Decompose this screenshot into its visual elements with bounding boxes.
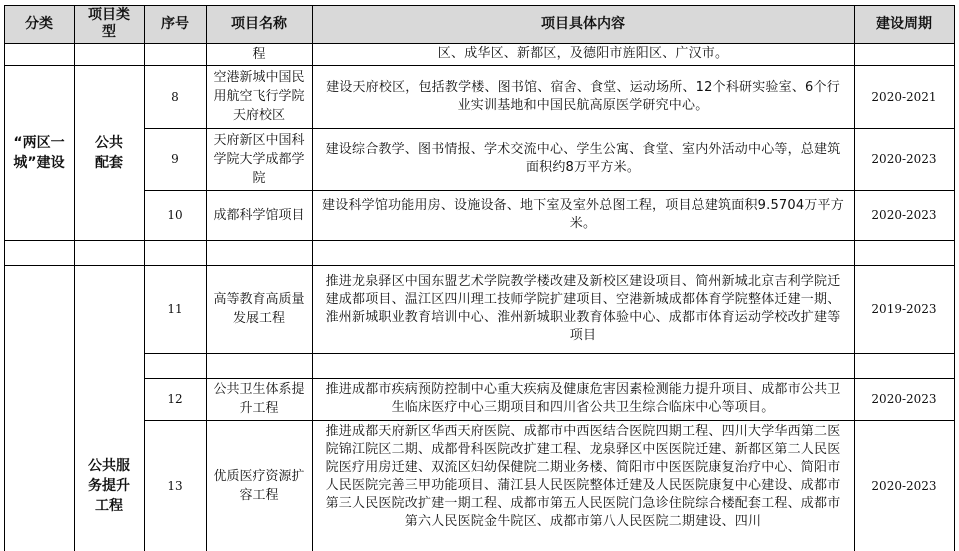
grid-line	[312, 5, 313, 551]
row-period: 2020-2023	[871, 152, 937, 166]
row-project-content: 推进龙泉驿区中国东盟艺术学院教学楼改建及新校区建设项目、简州新城北京吉利学院迁建成都项目、温江区四川理工技师学院扩建项目、空港新城成都体育学院整体迁建一期、淮州新城职业教育培训中心、淮州新城职业教育体验中心、成都市体育运动学校改扩建等项目	[325, 274, 841, 343]
row-seq: 13	[167, 478, 183, 493]
header-project-content: 项目具体内容	[312, 5, 854, 43]
grid-line	[144, 353, 955, 354]
grid-line	[4, 65, 955, 66]
category-two-districts: “两区一城”建设	[13, 134, 65, 171]
grid-line	[144, 378, 955, 379]
row-seq: 11	[167, 302, 183, 316]
row-project-content: 推进成都市疾病预防控制中心重大疾病及健康危害因素检测能力提升项目、成都市公共卫生临床医疗中心三期项目和四川省公共卫生综合临床中心等项目。	[325, 382, 841, 415]
type-public-facilities: 公共配套	[95, 134, 123, 171]
grid-line	[4, 240, 955, 241]
grid-line	[144, 420, 955, 421]
row-period: 2020-2021	[871, 89, 937, 104]
header-project-name: 项目名称	[206, 5, 312, 43]
row-period: 2019-2023	[871, 302, 937, 316]
grid-line	[954, 5, 955, 551]
grid-line	[4, 5, 955, 6]
continuation-content: 区、成华区、新都区，及德阳市旌阳区、广汉市。	[437, 46, 729, 61]
row-project-name: 成都科学馆项目	[213, 207, 305, 223]
grid-line	[4, 5, 5, 551]
grid-line	[144, 128, 955, 129]
row-project-content: 推进成都天府新区华西天府医院、成都市中西医结合医院四期工程、四川大学华西第二医院锦江院区二期、成都骨科医院改扩建工程、龙泉驿区中医医院迁建、新都区第二人民医院医疗用房迁建、双流区妇幼保健院二期业务楼、简阳市中医医院康复治疗中心、简阳市人民医院完善三甲功能项目、蒲江县人民医院整体迁建及人民医院康复中心建设、成都市第三人民医院改扩建一期工程、成都市第五人民医院门急诊住院综合楼配套工程、成都市第六人民医院金牛院区、成都市第八人民医院二期建设、四川	[325, 424, 841, 529]
grid-line	[144, 5, 145, 551]
row-seq: 9	[171, 152, 179, 166]
row-seq: 10	[167, 208, 183, 222]
header-project-type: 项目类型	[74, 5, 144, 43]
continuation-name: 程	[252, 46, 266, 62]
row-project-name: 公共卫生体系提升工程	[213, 382, 305, 416]
header-seq: 序号	[144, 5, 206, 43]
row-project-name: 天府新区中国科学院大学成都学院	[213, 132, 305, 186]
grid-line	[144, 190, 955, 191]
row-project-content: 建设天府校区，包括教学楼、图书馆、宿舍、食堂、运动场所、12个科研实验室、6个行业实训基地和中国民航高原医学研究中心。	[326, 79, 840, 113]
row-project-name: 空港新城中国民用航空飞行学院天府校区	[213, 70, 305, 123]
grid-line	[854, 5, 855, 551]
grid-line	[206, 5, 207, 551]
grid-line	[74, 5, 75, 551]
type-public-service: 公共服务提升工程	[88, 457, 130, 514]
row-seq: 12	[167, 392, 183, 406]
grid-line	[4, 43, 955, 44]
row-project-name: 高等教育高质量发展工程	[213, 292, 305, 326]
row-period: 2020-2023	[871, 478, 937, 493]
row-project-content: 建设科学馆功能用房、设施设备、地下室及室外总图工程，项目总建筑面积9.5704万平方米。	[322, 198, 844, 231]
row-seq: 8	[171, 89, 179, 104]
row-project-name: 优质医疗资源扩容工程	[213, 468, 305, 503]
row-project-content: 建设综合教学、图书情报、学术交流中心、学生公寓、食堂、室内外活动中心等，总建筑面积约8万平方米。	[325, 142, 841, 175]
row-period: 2020-2023	[871, 208, 937, 222]
header-period: 建设周期	[854, 5, 954, 43]
header-category: 分类	[4, 5, 74, 43]
row-period: 2020-2023	[871, 392, 937, 406]
grid-line	[4, 265, 955, 266]
